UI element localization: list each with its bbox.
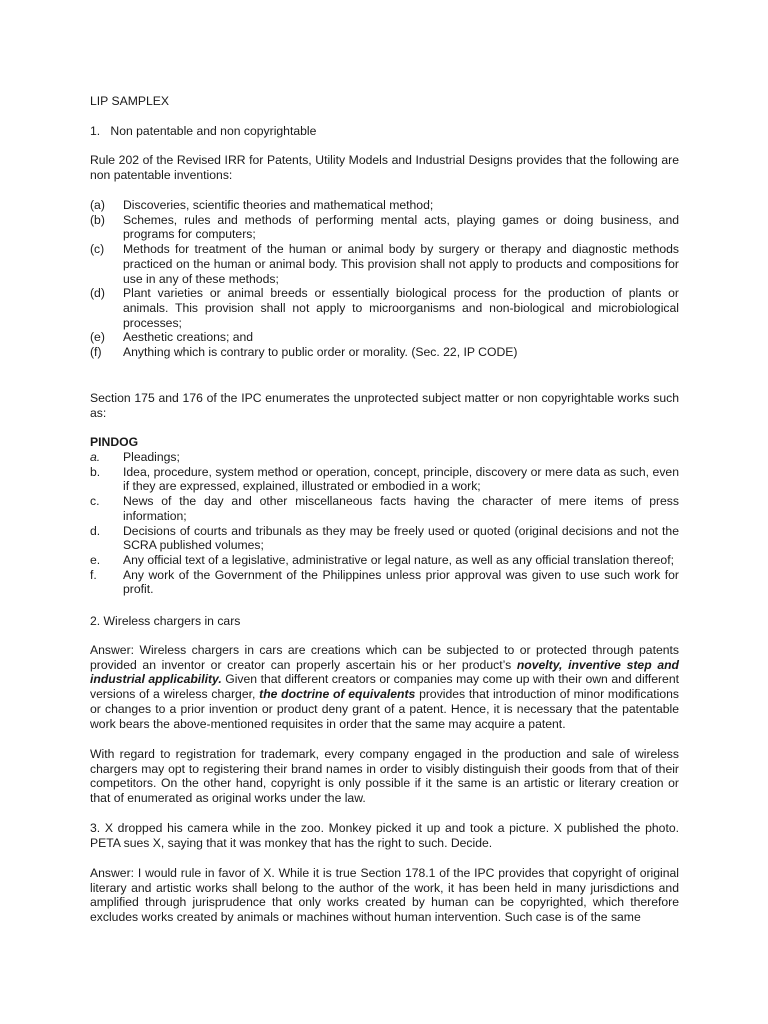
answer-emphasis-1: novelty, inventive step and industrial applicability. bbox=[90, 657, 679, 687]
section-1-title: Non patentable and non copyrightable bbox=[110, 124, 317, 138]
trademark-paragraph: With regard to registration for trademark, every company engaged in the production and sale of wireless chargers may opt to registering their brand names in order to visibly distinguish their goods from that of their competitors. On the other hand, copyright is only possible if it the same is an artistic or literary creation or that of enumerated as original works under the law. bbox=[90, 747, 679, 806]
item-text: Pleadings; bbox=[123, 450, 180, 464]
item-label: (d) bbox=[90, 286, 105, 301]
list-item bbox=[90, 286, 679, 330]
list-item bbox=[90, 465, 679, 494]
item-text: Discoveries, scientific theories and mathematical method; bbox=[123, 198, 434, 212]
item-label: c. bbox=[90, 494, 100, 509]
item-label: (c) bbox=[90, 242, 105, 257]
item-text: Any official text of a legislative, administrative or legal nature, as well as any official translation thereof; bbox=[123, 552, 674, 567]
section-1-heading bbox=[90, 124, 679, 139]
section-3-answer: Answer: I would rule in favor of X. While it is true Section 178.1 of the IPC provides that copyright of original literary and artistic works shall belong to the author of the work, it has been held in many jurisdictions and amplified through jurisprudence that only works created by human can be copyrighted, which therefore excludes works created by animals or machines without human intervention. Such case is of the same bbox=[90, 866, 679, 925]
item-label: d. bbox=[90, 523, 101, 538]
answer-text-3: provides that introduction of minor modifications or changes to a prior invention or product deny grant of a patent. Hence, it is necessary that the patentable work bears the above-mentioned requisites in order that the same may acquire a patent. bbox=[90, 687, 680, 731]
item-text: Decisions of courts and tribunals as they may be freely used or quoted (original decisions and not the SCRA published volumes; bbox=[123, 523, 679, 553]
list-item bbox=[90, 242, 679, 286]
list-item bbox=[90, 568, 679, 597]
item-label: (b) bbox=[90, 212, 105, 227]
list-item bbox=[90, 213, 679, 242]
list-item bbox=[90, 494, 679, 523]
item-text: Methods for treatment of the human or animal body by surgery or therapy and diagnostic methods practiced on the human or animal body. This provision shall not apply to products and compositions for use in any of these methods; bbox=[123, 242, 679, 286]
item-text: News of the day and other miscellaneous facts having the character of mere items of press information; bbox=[123, 494, 679, 523]
section-1-number: 1. bbox=[90, 124, 101, 138]
item-text: Plant varieties or animal breeds or essentially biological process for the production of plants or animals. This provision shall not apply to microorganisms and non-biological and microbiological processes; bbox=[123, 286, 679, 330]
item-text: Anything which is contrary to public order or morality. (Sec. 22, IP CODE) bbox=[123, 345, 518, 360]
item-label: b. bbox=[90, 464, 101, 479]
list-item bbox=[90, 198, 679, 213]
item-text: Any work of the Government of the Philippines unless prior approval was given to use such work for profit. bbox=[123, 567, 679, 597]
list-item bbox=[90, 553, 679, 568]
answer-text-1: Answer: Wireless chargers in cars are creations which can be subjected to or protected through patents provided an inventor or creator can properly ascertain his or her product’s bbox=[90, 643, 679, 672]
item-text: Schemes, rules and methods of performing mental acts, playing games or doing business, and programs for computers; bbox=[123, 212, 679, 242]
section-2-answer bbox=[90, 643, 679, 731]
item-label: e. bbox=[90, 552, 101, 567]
answer-emphasis-2: the doctrine of equivalents bbox=[259, 687, 416, 702]
list-item bbox=[90, 330, 679, 345]
item-label: (f) bbox=[90, 345, 102, 360]
item-text: Idea, procedure, system method or operation, concept, principle, discovery or mere data as such, even if they are expressed, explained, illustrated or embodied in a work; bbox=[123, 464, 679, 494]
mnemonic-heading bbox=[90, 435, 679, 450]
section-2-heading: 2. Wireless chargers in cars bbox=[90, 614, 241, 628]
non-copyrightable-list bbox=[90, 450, 679, 597]
item-label: (a) bbox=[90, 198, 105, 212]
item-label: f. bbox=[90, 567, 97, 582]
item-label: (e) bbox=[90, 330, 105, 345]
item-text: Aesthetic creations; and bbox=[123, 330, 254, 345]
list-item bbox=[90, 450, 679, 465]
mnemonic-text: PINDOG bbox=[90, 435, 139, 449]
copyright-intro: Section 175 and 176 of the IPC enumerates the unprotected subject matter or non copyrightable works such as: bbox=[90, 391, 679, 420]
list-item bbox=[90, 524, 679, 553]
document-title: LIP SAMPLEX bbox=[90, 94, 170, 108]
list-item bbox=[90, 345, 679, 360]
section-3-question: 3. X dropped his camera while in the zoo. Monkey picked it up and took a picture. X published the photo. PETA sues X, saying that it was monkey that has the right to such. Decide. bbox=[90, 821, 679, 850]
answer-text-2: Given that different creators or companies may come up with their own and different versions of a wireless charger, bbox=[90, 672, 679, 702]
item-label: a. bbox=[90, 450, 101, 464]
non-patentable-list bbox=[90, 198, 679, 360]
section-1-intro: Rule 202 of the Revised IRR for Patents, Utility Models and Industrial Designs provides that the following are non patentable inventions: bbox=[90, 153, 679, 182]
